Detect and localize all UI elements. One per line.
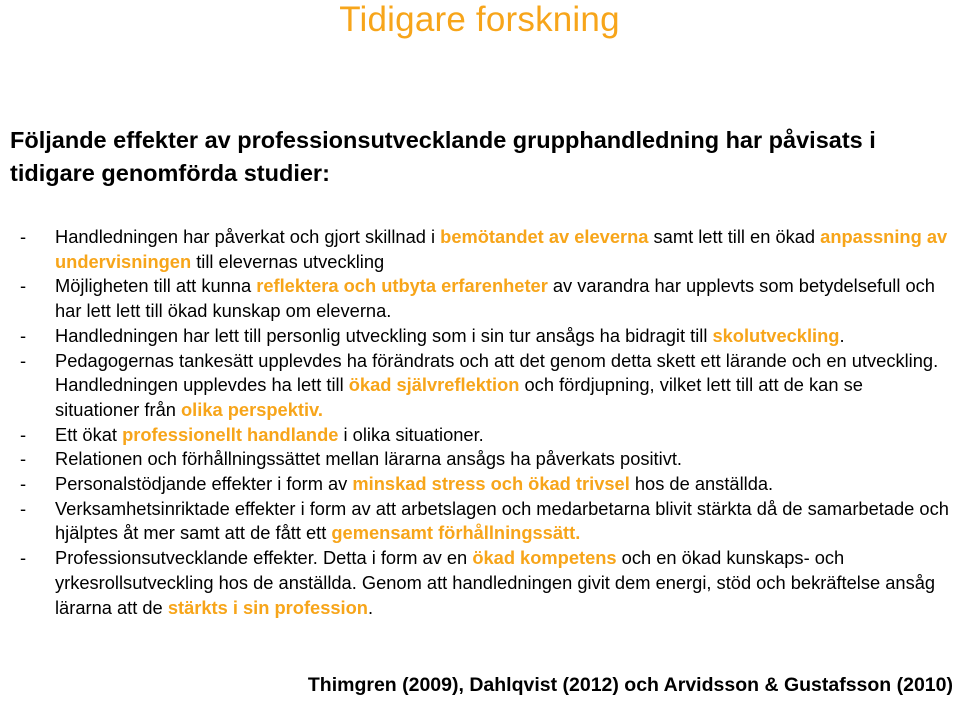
list-item xyxy=(20,546,950,620)
item-highlight: ökad självreflektion xyxy=(348,374,520,396)
item-text: Relationen och förhållningssättet mellan lärarna ansågs ha påverkats positivt. xyxy=(55,448,682,470)
item-text: Professionsutvecklande effekter. Detta i form av en xyxy=(55,547,473,569)
item-text: Möjligheten till att kunna xyxy=(55,275,257,297)
item-text: i olika situationer. xyxy=(338,423,484,445)
item-text: och en ökad kunskaps- och yrkesrollsutveckling hos de anställda. Genom att handledningen givit dem energi, stöd och bekräftelse ansåg lärarna att de xyxy=(55,547,936,618)
item-text: Handledningen har påverkat och gjort skillnad i xyxy=(55,226,441,247)
page-title: Tidigare forskning xyxy=(339,0,620,39)
bullet-marker: - xyxy=(20,349,27,371)
item-highlight: olika perspektiv. xyxy=(181,398,323,420)
bullet-marker: - xyxy=(20,324,27,346)
list-item xyxy=(20,274,950,323)
bullet-marker: - xyxy=(20,423,27,445)
item-highlight: reflektera och utbyta erfarenheter xyxy=(256,275,548,297)
item-text: Handledningen har lett till personlig utveckling som i sin tur ansågs ha bidragit till xyxy=(55,324,713,346)
list-item xyxy=(20,423,950,448)
list-item xyxy=(20,472,950,497)
list-item xyxy=(20,497,950,546)
item-highlight: skolutveckling xyxy=(712,324,840,346)
item-highlight: gemensamt förhållningssätt. xyxy=(331,522,581,544)
item-text: Personalstödjande effekter i form av xyxy=(55,473,353,495)
bullet-marker: - xyxy=(20,226,27,247)
intro-heading: Följande effekter av professionsutvecklande grupphandledning har påvisats i tidigare genomförda studier: xyxy=(10,127,876,186)
item-text: Pedagogernas tankesätt upplevdes ha förändrats och att det genom detta skett ett lärande och en utveckling. Handledningen upplevdes ha lett till xyxy=(55,349,939,396)
item-text: av varandra har upplevts som betydelsefull och har lett lett till ökad kunskap om eleverna. xyxy=(55,275,935,322)
item-highlight: bemötandet av eleverna xyxy=(440,226,649,247)
item-text: till elevernas utveckling xyxy=(191,250,385,272)
item-text: samt lett till en ökad xyxy=(648,226,821,247)
item-text: och fördjupning, vilket lett till att de kan se situationer från xyxy=(55,374,863,420)
bullet-marker: - xyxy=(20,448,27,470)
bullet-marker: - xyxy=(20,497,27,519)
item-highlight: ökad kompetens xyxy=(472,547,617,569)
bullet-marker: - xyxy=(20,275,27,297)
item-text: Ett ökat xyxy=(55,423,123,445)
item-highlight: stärkts i sin profession xyxy=(167,596,368,618)
item-text: Verksamhetsinriktade effekter i form av att arbetslagen och medarbetarna blivit stärkta då de samarbetade och hjälptes åt mer samt att de fått ett xyxy=(55,497,949,544)
item-text: hos de anställda. xyxy=(629,473,774,495)
item-text: . xyxy=(367,596,374,618)
list-item xyxy=(20,447,950,472)
list-item xyxy=(20,349,950,423)
list-item xyxy=(20,225,950,274)
item-highlight: anpassning av undervisningen xyxy=(55,226,948,272)
bullet-marker: - xyxy=(20,547,27,569)
item-highlight: minskad stress och ökad trivsel xyxy=(352,473,630,495)
citation: Thimgren (2009), Dahlqvist (2012) och Arvidsson & Gustafsson (2010) xyxy=(307,674,953,696)
item-text: . xyxy=(839,324,845,346)
item-highlight: professionellt handlande xyxy=(122,423,339,445)
list-item xyxy=(20,324,950,349)
effects-list xyxy=(20,225,950,620)
bullet-marker: - xyxy=(20,473,27,495)
